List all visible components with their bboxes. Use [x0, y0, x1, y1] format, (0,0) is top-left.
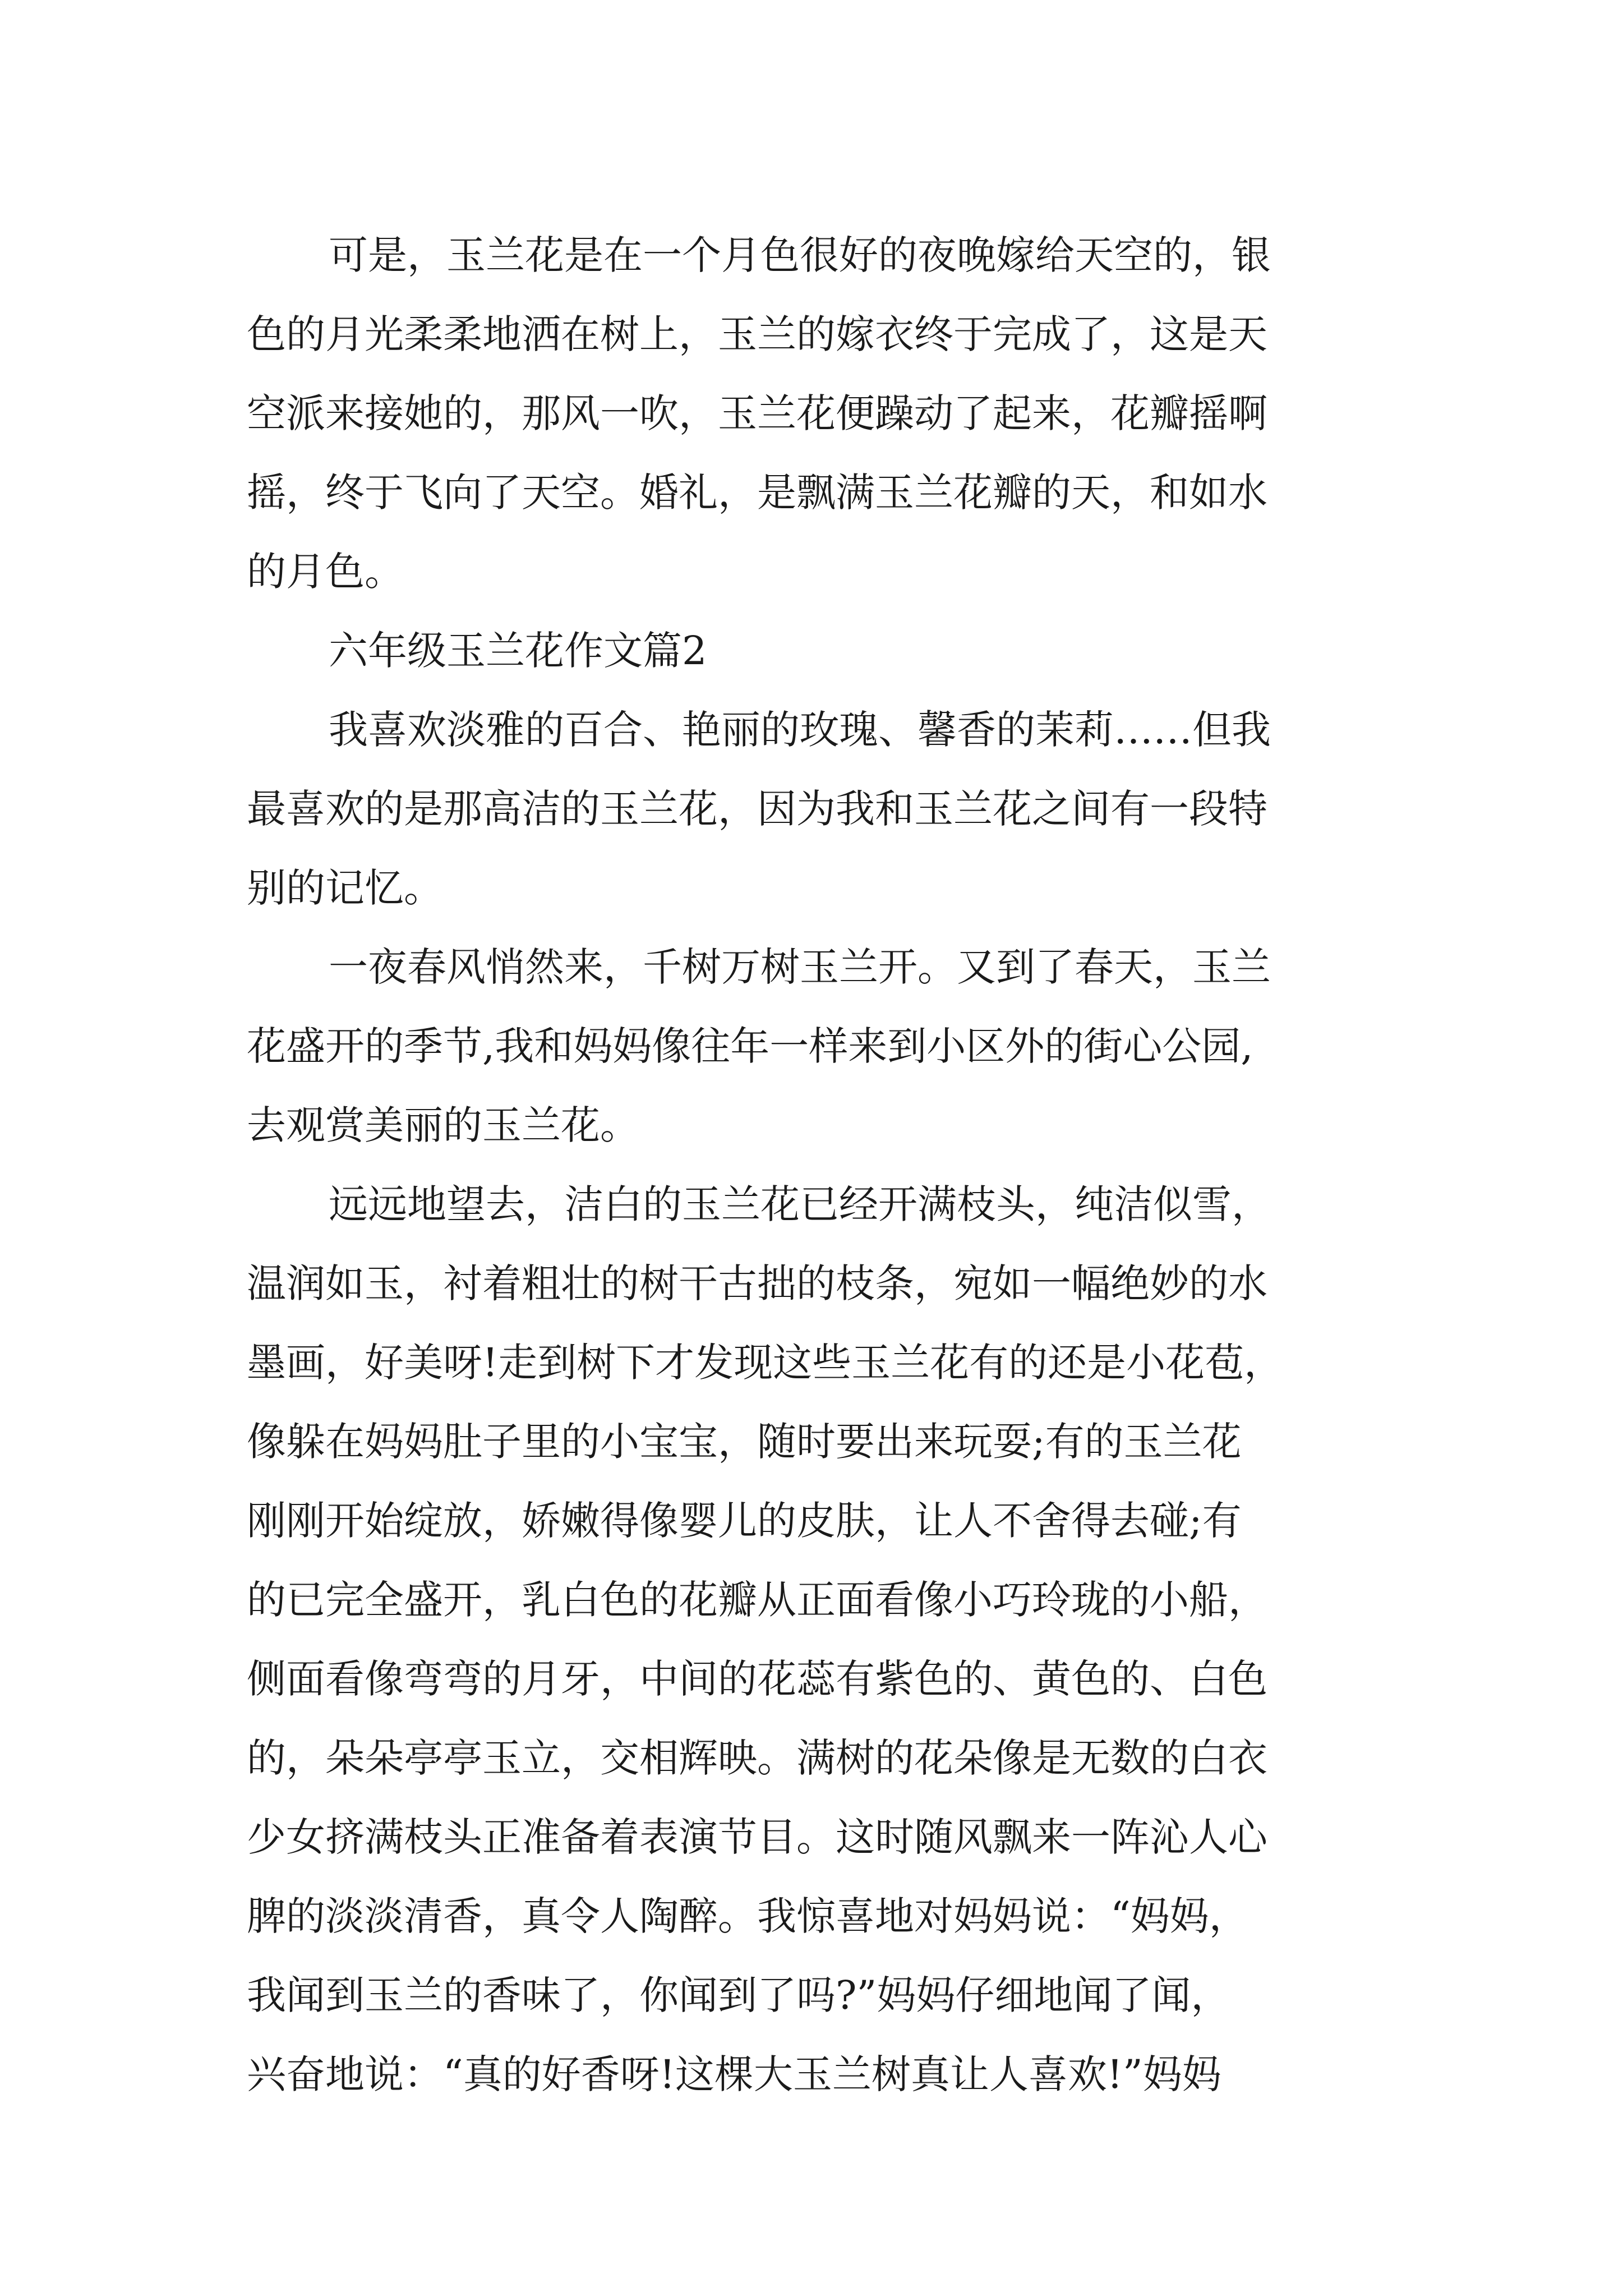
paragraph-line: 兴奋地说：“真的好香呀!这棵大玉兰树真让人喜欢!”妈妈: [247, 2051, 1221, 2097]
section-heading: 六年级玉兰花作文篇2: [329, 628, 707, 674]
paragraph-line: 色的月光柔柔地洒在树上，玉兰的嫁衣终于完成了，这是天: [247, 311, 1267, 357]
paragraph-line: 的，朵朵亭亭玉立，交相辉映。满树的花朵像是无数的白衣: [247, 1735, 1267, 1781]
paragraph-line: 可是，玉兰花是在一个月色很好的夜晚嫁给天空的，银: [329, 232, 1271, 278]
paragraph-line: 别的记忆。: [247, 865, 443, 911]
paragraph-line: 脾的淡淡清香，真令人陶醉。我惊喜地对妈妈说：“妈妈，: [247, 1893, 1248, 1939]
paragraph-line: 远远地望去，洁白的玉兰花已经开满枝头，纯洁似雪，: [329, 1181, 1271, 1227]
paragraph-line: 少女挤满枝头正准备着表演节目。这时随风飘来一阵沁人心: [247, 1814, 1267, 1860]
paragraph-line: 的已完全盛开，乳白色的花瓣从正面看像小巧玲珑的小船，: [247, 1577, 1267, 1623]
paragraph-line: 摇，终于飞向了天空。婚礼，是飘满玉兰花瓣的天，和如水: [247, 470, 1267, 516]
paragraph-line: 像躲在妈妈肚子里的小宝宝，随时要出来玩耍;有的玉兰花: [247, 1419, 1242, 1465]
paragraph-line: 去观赏美丽的玉兰花。: [247, 1102, 639, 1148]
paragraph-line: 侧面看像弯弯的月牙，中间的花蕊有紫色的、黄色的、白色: [247, 1656, 1267, 1702]
document-body: [247, 216, 1391, 2114]
paragraph-line: 我闻到玉兰的香味了，你闻到了吗?”妈妈仔细地闻了闻，: [247, 1972, 1230, 2018]
paragraph-line: 空派来接她的，那风一吹，玉兰花便躁动了起来，花瓣摇啊: [247, 390, 1267, 436]
paragraph-line: 花盛开的季节,我和妈妈像往年一样来到小区外的街心公园,: [247, 1023, 1253, 1069]
paragraph-line: 温润如玉，衬着粗壮的树干古拙的枝条，宛如一幅绝妙的水: [247, 1260, 1267, 1306]
paragraph-line: 最喜欢的是那高洁的玉兰花，因为我和玉兰花之间有一段特: [247, 786, 1267, 832]
paragraph-line: 一夜春风悄然来，千树万树玉兰开。又到了春天，玉兰: [329, 944, 1271, 990]
paragraph-line: 刚刚开始绽放，娇嫩得像婴儿的皮肤，让人不舍得去碰;有: [247, 1498, 1242, 1544]
paragraph-line: 的月色。: [247, 549, 404, 595]
paragraph-line: 我喜欢淡雅的百合、艳丽的玫瑰、馨香的茉莉……但我: [329, 707, 1271, 753]
paragraph-line: 墨画，好美呀!走到树下才发现这些玉兰花有的还是小花苞，: [247, 1340, 1284, 1386]
